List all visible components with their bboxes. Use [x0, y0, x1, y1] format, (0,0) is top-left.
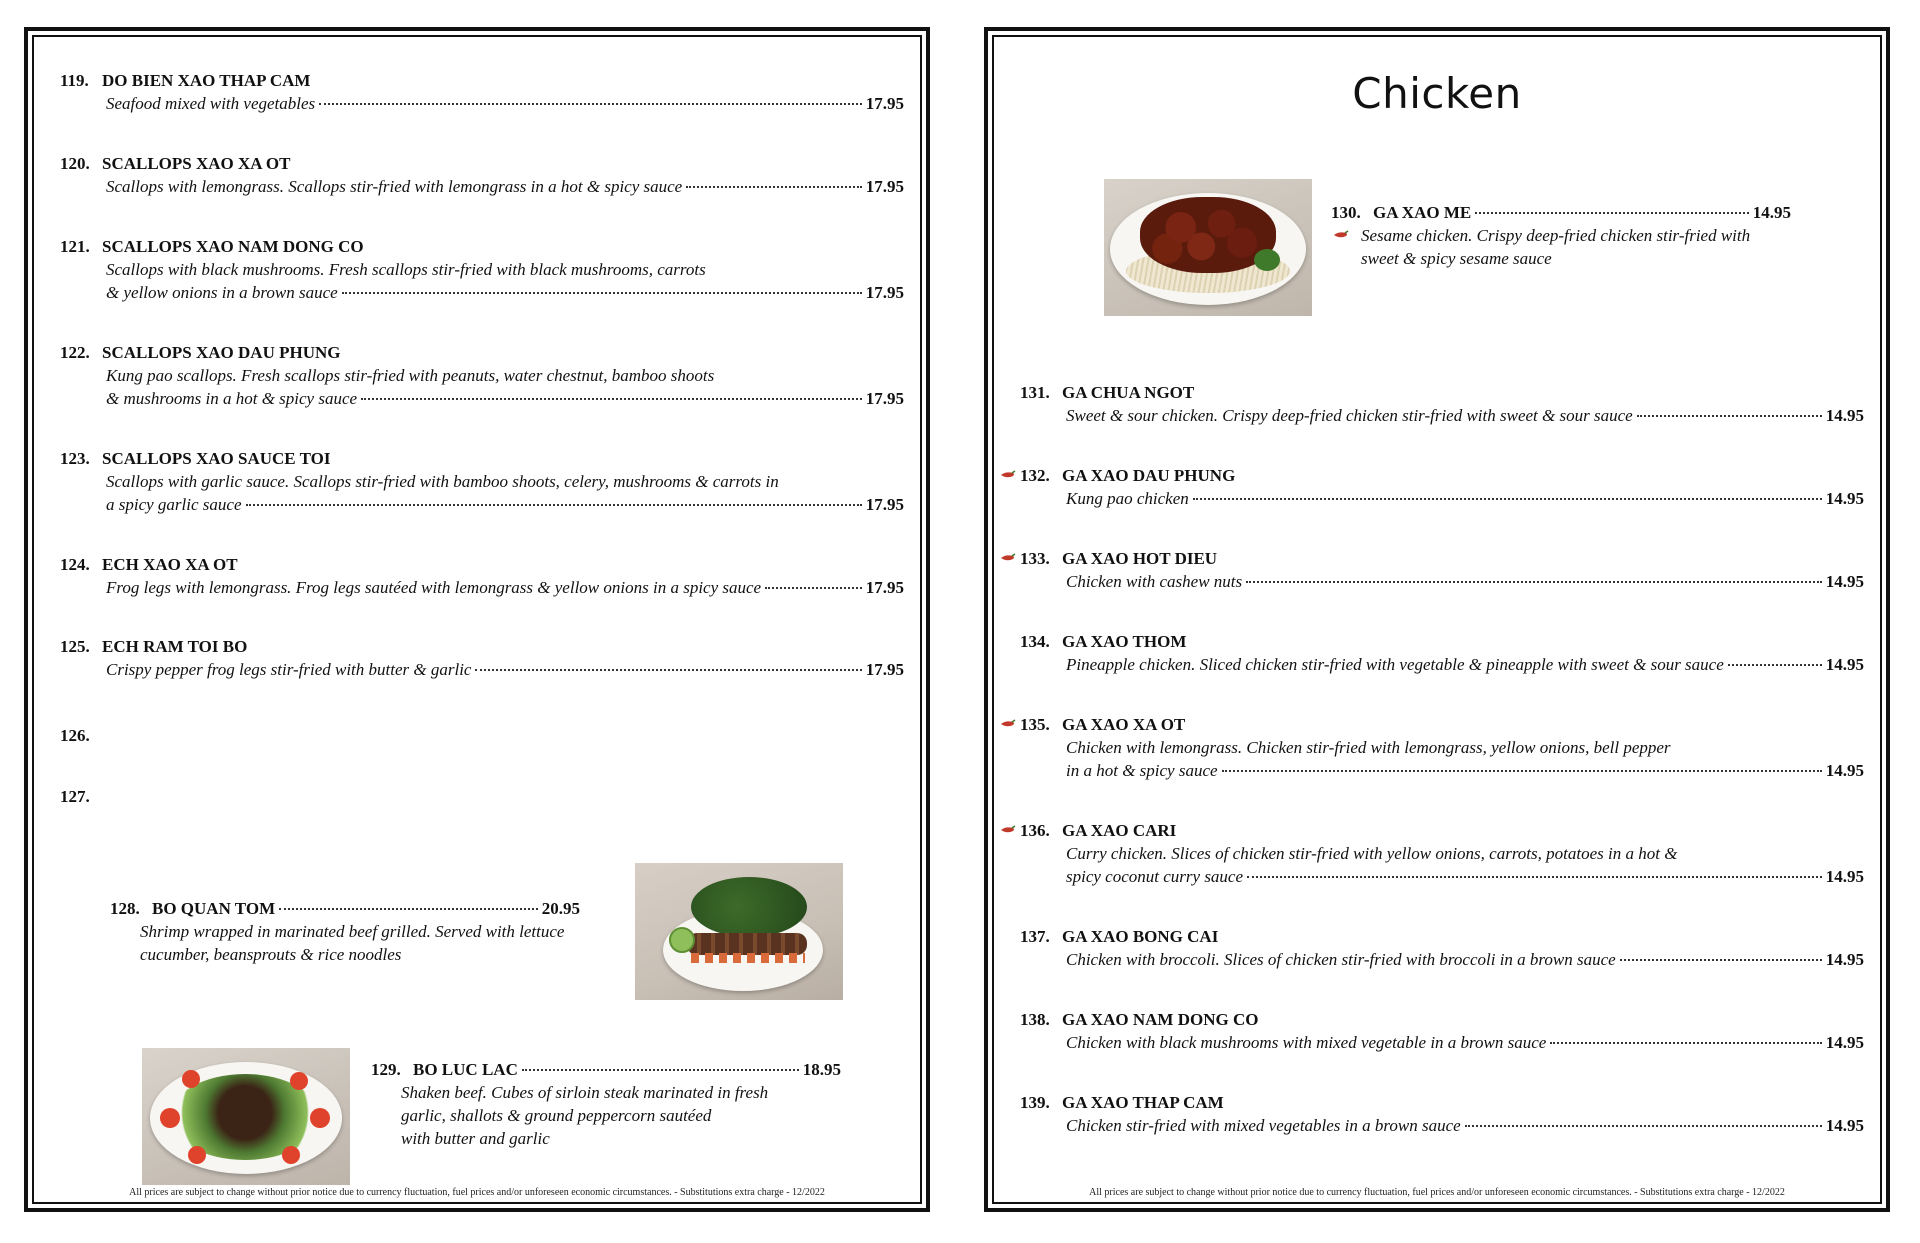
item-number: 126. — [60, 726, 90, 745]
leader-dots — [765, 587, 862, 589]
menu-item-127 — [60, 785, 102, 808]
item-name: GA XAO XA OT — [1062, 715, 1186, 734]
item-price: 14.95 — [1825, 950, 1864, 969]
menu-item-132 — [1020, 464, 1864, 510]
item-number: 137. — [1020, 927, 1050, 946]
menu-item-130 — [1331, 201, 1791, 270]
item-number: 127. — [60, 787, 90, 806]
item-name: BO LUC LAC — [413, 1060, 518, 1079]
item-name: GA XAO DAU PHUNG — [1062, 466, 1236, 485]
item-name: SCALLOPS XAO SAUCE TOI — [102, 449, 331, 468]
leader-dots — [1246, 581, 1822, 583]
item-name: SCALLOPS XAO DAU PHUNG — [102, 343, 341, 362]
item-number: 136. — [1020, 821, 1050, 840]
chili-pepper-icon — [1000, 553, 1016, 563]
item-price: 17.95 — [865, 283, 904, 302]
menu-item-134 — [1020, 630, 1864, 676]
item-price: 17.95 — [865, 177, 904, 196]
item-name: GA XAO ME — [1373, 203, 1472, 222]
item-number: 122. — [60, 343, 90, 362]
menu-item-119 — [60, 69, 904, 115]
leader-dots — [686, 186, 862, 188]
leader-dots — [1193, 498, 1822, 500]
item-price: 18.95 — [802, 1060, 841, 1079]
item-description: sweet & spicy sesame sauce — [1361, 249, 1552, 268]
leader-dots — [1620, 959, 1822, 961]
item-price: 14.95 — [1825, 867, 1864, 886]
item-description: Sweet & sour chicken. Crispy deep-fried chicken stir-fried with sweet & sour sauce — [1066, 406, 1633, 425]
leader-dots — [1465, 1125, 1822, 1127]
item-number: 125. — [60, 637, 90, 656]
item-description: Chicken with cashew nuts — [1066, 572, 1243, 591]
menu-item-137 — [1020, 925, 1864, 971]
menu-item-133 — [1020, 547, 1864, 593]
item-number: 131. — [1020, 383, 1050, 402]
item-description: Scallops with black mushrooms. Fresh scallops stir-fried with black mushrooms, carrots — [106, 260, 706, 279]
item-name: GA XAO THOM — [1062, 632, 1187, 651]
menu-item-120 — [60, 152, 904, 198]
item-number: 133. — [1020, 549, 1050, 568]
item-description: Frog legs with lemongrass. Frog legs sautéed with lemongrass & yellow onions in a spicy sauce — [106, 578, 762, 597]
item-number: 129. — [371, 1060, 401, 1079]
leader-dots — [1222, 770, 1822, 772]
item-description: Curry chicken. Slices of chicken stir-fried with yellow onions, carrots, potatoes in a hot & — [1066, 844, 1678, 863]
item-name: GA XAO BONG CAI — [1062, 927, 1219, 946]
price-disclaimer: All prices are subject to change without prior notice due to currency fluctuation, fuel prices and/or unforeseen economic circumstances. - Substitutions extra charge - 12/2022 — [129, 1187, 825, 1198]
leader-dots — [1247, 876, 1822, 878]
item-description: Crispy pepper frog legs stir-fried with butter & garlic — [106, 660, 472, 679]
item-number: 120. — [60, 154, 90, 173]
item-description: in a hot & spicy sauce — [1066, 761, 1218, 780]
item-number: 124. — [60, 555, 90, 574]
item-name: BO QUAN TOM — [152, 899, 276, 918]
item-price: 14.95 — [1825, 655, 1864, 674]
item-number: 119. — [60, 71, 89, 90]
item-price: 14.95 — [1825, 1033, 1864, 1052]
item-number: 130. — [1331, 203, 1361, 222]
item-number: 134. — [1020, 632, 1050, 651]
leader-dots — [1475, 212, 1749, 214]
price-disclaimer: All prices are subject to change without prior notice due to currency fluctuation, fuel prices and/or unforeseen economic circumstances. - Substitutions extra charge - 12/2022 — [1089, 1187, 1785, 1198]
menu-item-125 — [60, 635, 904, 681]
item-number: 123. — [60, 449, 90, 468]
item-name: ECH RAM TOI BO — [102, 637, 248, 656]
item-description: Chicken with broccoli. Slices of chicken stir-fried with broccoli in a brown sauce — [1066, 950, 1616, 969]
item-name: GA XAO HOT DIEU — [1062, 549, 1218, 568]
chili-pepper-icon — [1000, 470, 1016, 480]
menu-item-126 — [60, 724, 102, 747]
leader-dots — [1550, 1042, 1821, 1044]
item-description: Sesame chicken. Crispy deep-fried chicken stir-fried with — [1361, 226, 1751, 245]
item-description: cucumber, beansprouts & rice noodles — [140, 945, 402, 964]
item-description: Chicken with lemongrass. Chicken stir-fried with lemongrass, yellow onions, bell pepper — [1066, 738, 1671, 757]
menu-page-right — [984, 27, 1890, 1212]
menu-item-121 — [60, 235, 904, 304]
menu-item-138 — [1020, 1008, 1864, 1054]
item-price: 17.95 — [865, 94, 904, 113]
menu-item-135 — [1020, 713, 1864, 782]
menu-page-left — [24, 27, 930, 1212]
chili-pepper-icon — [1000, 719, 1016, 729]
item-name: SCALLOPS XAO XA OT — [102, 154, 291, 173]
leader-dots — [279, 908, 538, 910]
item-description: Kung pao chicken — [1066, 489, 1189, 508]
item-description: Kung pao scallops. Fresh scallops stir-fried with peanuts, water chestnut, bamboo shoots — [106, 366, 715, 385]
item-name: GA XAO NAM DONG CO — [1062, 1010, 1259, 1029]
item-number: 135. — [1020, 715, 1050, 734]
item-price: 14.95 — [1825, 572, 1864, 591]
item-description: & yellow onions in a brown sauce — [106, 283, 338, 302]
item-name: GA CHUA NGOT — [1062, 383, 1195, 402]
item-number: 121. — [60, 237, 90, 256]
leader-dots — [475, 669, 861, 671]
menu-item-139 — [1020, 1091, 1864, 1137]
item-number: 138. — [1020, 1010, 1050, 1029]
section-title: Chicken — [1352, 69, 1522, 118]
item-price: 20.95 — [541, 899, 580, 918]
item-description: garlic, shallots & ground peppercorn sautéed — [401, 1106, 712, 1125]
chili-pepper-icon — [1000, 825, 1016, 835]
leader-dots — [361, 398, 862, 400]
menu-item-129 — [371, 1058, 841, 1150]
item-name: DO BIEN XAO THAP CAM — [102, 71, 311, 90]
item-name: GA XAO THAP CAM — [1062, 1093, 1224, 1112]
leader-dots — [1728, 664, 1822, 666]
item-description: Chicken stir-fried with mixed vegetables in a brown sauce — [1066, 1116, 1461, 1135]
bo-luc-lac-photo — [142, 1048, 350, 1185]
leader-dots — [522, 1069, 799, 1071]
item-price: 14.95 — [1825, 489, 1864, 508]
item-description: Scallops with lemongrass. Scallops stir-fried with lemongrass in a hot & spicy sauce — [106, 177, 683, 196]
item-description: Scallops with garlic sauce. Scallops stir-fried with bamboo shoots, celery, mushrooms & carrots in — [106, 472, 779, 491]
item-price: 14.95 — [1825, 1116, 1864, 1135]
item-number: 139. — [1020, 1093, 1050, 1112]
menu-item-122 — [60, 341, 904, 410]
item-price: 17.95 — [865, 495, 904, 514]
item-name: GA XAO CARI — [1062, 821, 1177, 840]
item-name: ECH XAO XA OT — [102, 555, 238, 574]
bo-quan-tom-photo — [635, 863, 843, 1000]
menu-item-123 — [60, 447, 904, 516]
leader-dots — [319, 103, 862, 105]
item-price: 17.95 — [865, 389, 904, 408]
leader-dots — [342, 292, 862, 294]
chili-pepper-icon — [1333, 230, 1349, 240]
item-description: Chicken with black mushrooms with mixed vegetable in a brown sauce — [1066, 1033, 1547, 1052]
item-description: Pineapple chicken. Sliced chicken stir-fried with vegetable & pineapple with sweet & sour sauce — [1066, 655, 1724, 674]
item-description: with butter and garlic — [401, 1129, 550, 1148]
item-description: spicy coconut curry sauce — [1066, 867, 1244, 886]
item-description: Shaken beef. Cubes of sirloin steak marinated in fresh — [401, 1083, 769, 1102]
menu-item-128 — [110, 897, 580, 966]
menu-item-124 — [60, 553, 904, 599]
item-price: 14.95 — [1825, 406, 1864, 425]
item-number: 132. — [1020, 466, 1050, 485]
item-description: & mushrooms in a hot & spicy sauce — [106, 389, 358, 408]
menu-item-136 — [1020, 819, 1864, 888]
leader-dots — [246, 504, 862, 506]
item-description: a spicy garlic sauce — [106, 495, 242, 514]
item-name: SCALLOPS XAO NAM DONG CO — [102, 237, 364, 256]
leader-dots — [1637, 415, 1822, 417]
item-number: 128. — [110, 899, 140, 918]
item-price: 17.95 — [865, 578, 904, 597]
item-description: Seafood mixed with vegetables — [106, 94, 316, 113]
ga-xao-me-photo — [1104, 179, 1312, 316]
menu-item-131 — [1020, 381, 1864, 427]
item-description: Shrimp wrapped in marinated beef grilled. Served with lettuce — [140, 922, 565, 941]
item-price: 14.95 — [1752, 203, 1791, 222]
item-price: 14.95 — [1825, 761, 1864, 780]
item-price: 17.95 — [865, 660, 904, 679]
